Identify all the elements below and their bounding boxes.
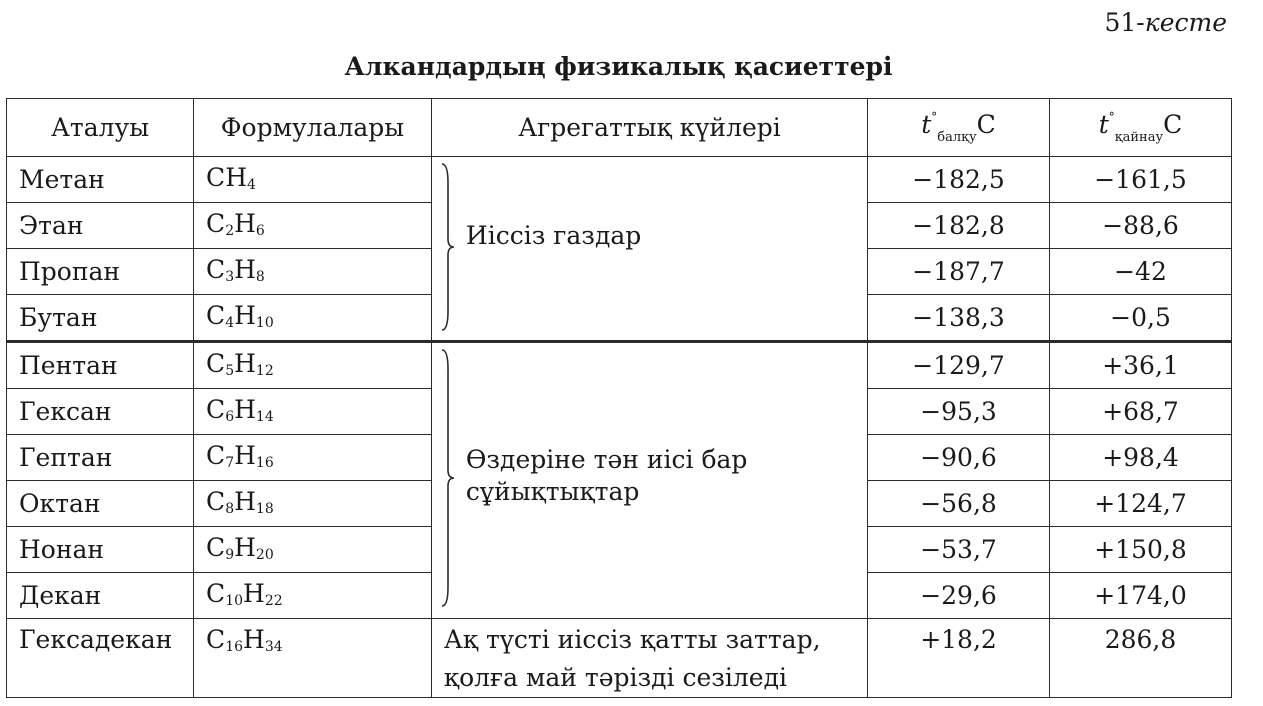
formula-subscript: 6 [225, 408, 235, 425]
header-melting-point: $t^\circ_{балқу}С$ [868, 99, 1050, 157]
formula-subscript: 34 [264, 639, 283, 655]
state-label-line1: Өздеріне тән иісі бар [465, 445, 748, 474]
formula-element: H [234, 300, 256, 330]
melting-point: −29,6 [868, 573, 1050, 619]
melting-point: −56,8 [868, 481, 1050, 527]
formula-element: C [206, 578, 226, 608]
alkane-formula [194, 203, 432, 249]
alkane-formula [194, 573, 432, 619]
formula-element: H [243, 625, 265, 654]
state-liquids [431, 342, 867, 619]
formula-element: H [234, 348, 256, 378]
state-label-line1: Ақ түсті иіссіз қатты заттар, [443, 625, 821, 654]
header-boiling-point: $t^\circ_{қайнау}С$ [1050, 99, 1232, 157]
formula-element: C [206, 254, 226, 284]
header-formula: Формулалары [194, 99, 432, 157]
formula-subscript: 2 [225, 222, 235, 239]
alkane-name: Пентан [7, 342, 194, 389]
formula-element: C [206, 486, 226, 516]
alkane-name: Бутан [7, 295, 194, 342]
formula-element: H [234, 394, 256, 424]
boiling-point: −0,5 [1050, 295, 1232, 342]
alkane-formula [194, 342, 432, 389]
formula-element: C [206, 208, 226, 238]
formula-element: H [234, 208, 256, 238]
boiling-point: +174,0 [1050, 573, 1232, 619]
alkane-name: Декан [7, 573, 194, 619]
formula-subscript: 10 [255, 314, 274, 331]
formula-subscript: 6 [255, 222, 265, 239]
melting-point: −90,6 [868, 435, 1050, 481]
formula-element: H [234, 532, 256, 562]
brace-icon [440, 349, 462, 607]
header-name: Аталуы [7, 99, 194, 157]
table-number [1105, 8, 1228, 37]
boiling-point: +98,4 [1050, 435, 1232, 481]
alkane-name: Октан [7, 481, 194, 527]
state-label-line2: қолға май тәрізді сезіледі [443, 663, 787, 692]
boiling-point: −161,5 [1050, 157, 1232, 203]
alkanes-table [6, 98, 1232, 698]
formula-subscript: 20 [255, 546, 274, 563]
alkane-formula [194, 527, 432, 573]
melting-point: +18,2 [868, 619, 1050, 698]
formula-subscript: 16 [255, 454, 274, 471]
formula-element: H [234, 440, 256, 470]
melting-point: −187,7 [868, 249, 1050, 295]
boiling-point: +68,7 [1050, 389, 1232, 435]
formula-subscript: 22 [264, 592, 283, 609]
formula-subscript: 12 [255, 362, 274, 379]
state-text [466, 221, 641, 251]
alkane-formula [194, 481, 432, 527]
formula-subscript: 4 [225, 314, 235, 331]
formula-element: H [234, 486, 256, 516]
alkane-formula [194, 619, 432, 698]
table-number-word: кесте [1144, 8, 1227, 37]
formula-subscript: 10 [225, 592, 244, 609]
state-gases [431, 157, 867, 342]
state-label-line2: сұйықтықтар [465, 477, 640, 506]
alkane-name: Пропан [7, 249, 194, 295]
melting-point: −129,7 [868, 342, 1050, 389]
boiling-point: 286,8 [1050, 619, 1232, 698]
formula-element: H [243, 578, 265, 608]
alkane-formula [194, 157, 432, 203]
formula-element: C [206, 625, 226, 654]
alkane-name: Нонан [7, 527, 194, 573]
alkane-name: Гексадекан [7, 619, 194, 698]
boiling-point: −88,6 [1050, 203, 1232, 249]
boiling-point: +150,8 [1050, 527, 1232, 573]
header-state: Агрегаттық күйлері [431, 99, 867, 157]
header-row [7, 99, 1232, 157]
boiling-point: −42 [1050, 249, 1232, 295]
table-row [7, 619, 1232, 698]
formula-subscript: 18 [255, 500, 274, 517]
formula-subscript: 8 [225, 500, 235, 517]
formula-subscript: 14 [255, 408, 274, 425]
table-body [7, 157, 1232, 698]
alkane-formula [194, 435, 432, 481]
formula-subscript: 5 [225, 362, 235, 379]
formula-element: C [206, 162, 226, 192]
formula-element: C [206, 394, 226, 424]
formula-element: C [206, 300, 226, 330]
boiling-point: +124,7 [1050, 481, 1232, 527]
formula-subscript: 8 [255, 268, 265, 285]
formula-subscript: 16 [225, 639, 244, 655]
boiling-point: +36,1 [1050, 342, 1232, 389]
melting-point: −138,3 [868, 295, 1050, 342]
table-row [7, 342, 1232, 389]
melting-point: −182,8 [868, 203, 1050, 249]
formula-subscript: 9 [225, 546, 235, 563]
alkane-name: Гептан [7, 435, 194, 481]
state-solids [431, 619, 867, 698]
alkane-name: Этан [7, 203, 194, 249]
state-label: Иіссіз газдар [465, 221, 642, 250]
alkane-formula [194, 295, 432, 342]
melting-point: −182,5 [868, 157, 1050, 203]
alkane-formula [194, 389, 432, 435]
table-row [7, 157, 1232, 203]
table-title: Алкандардың физикалық қасиеттері [344, 52, 893, 81]
formula-subscript: 7 [225, 454, 235, 471]
formula-element: C [206, 532, 226, 562]
melting-point: −95,3 [868, 389, 1050, 435]
formula-subscript: 3 [225, 268, 235, 285]
formula-element: C [206, 348, 226, 378]
table-number-value: 51- [1104, 8, 1145, 37]
formula-element: H [225, 162, 247, 192]
state-text [466, 444, 748, 508]
brace-icon [440, 163, 462, 331]
formula-element: C [206, 440, 226, 470]
formula-element: H [234, 254, 256, 284]
alkane-formula [194, 249, 432, 295]
formula-subscript: 4 [247, 176, 256, 193]
alkane-name: Метан [7, 157, 194, 203]
alkane-name: Гексан [7, 389, 194, 435]
melting-point: −53,7 [868, 527, 1050, 573]
